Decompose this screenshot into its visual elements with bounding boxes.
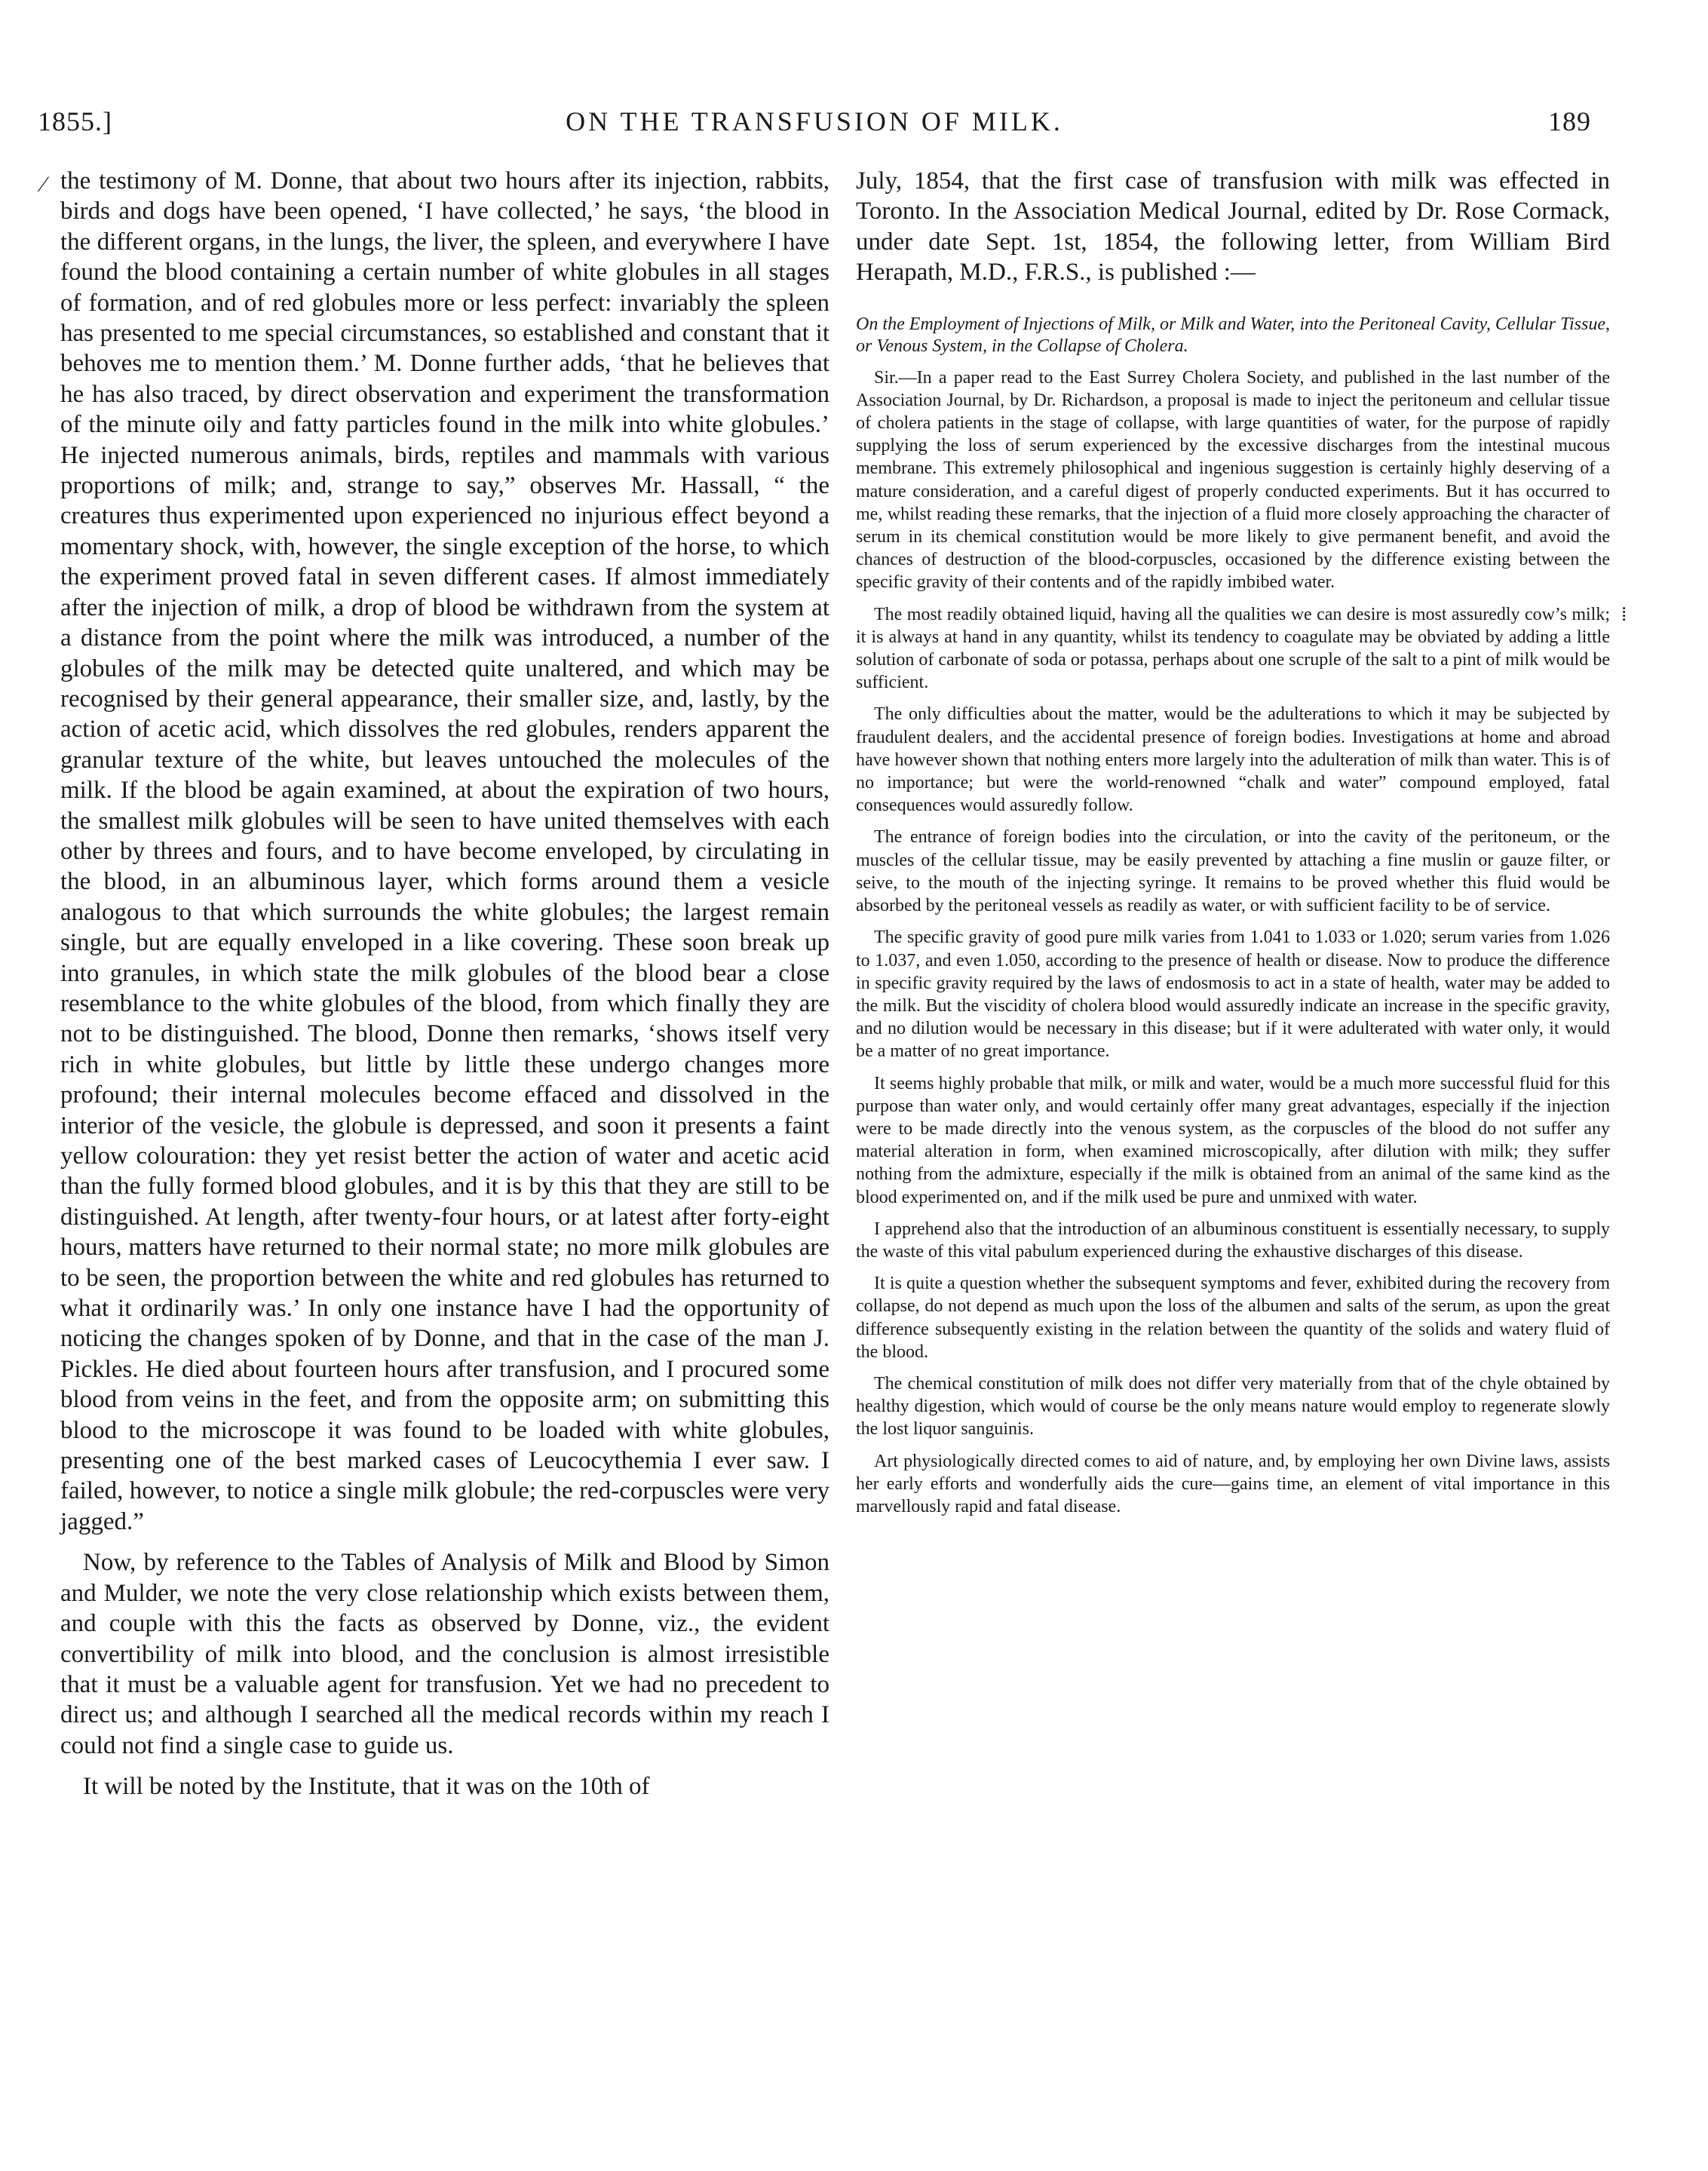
letter-paragraph-8: It is quite a question whether the subsequent symptoms and fever, exhibited during the recovery from collapse, do not depend as much upon the loss of the albumen and salts of the serum, as upon the great difference subsequently existing in the relation between the quantity of the solids and watery fluid of the blood. [856, 1274, 1610, 1362]
letter-title: On the Employment of Injections of Milk, or Milk and Water, into the Peritoneal Cavity, Cellular Tissue, or Venous System, in the Collapse of Cholera. [856, 314, 1610, 356]
page-number: 189 [1548, 106, 1591, 136]
running-header [38, 106, 1591, 151]
letter-paragraph-10: Art physiologically directed comes to aid of nature, and, by employing her own Divine laws, assists her early efforts and wonderfully aids the cure—gains time, an element of vital importance in this marvellously rapid and fatal disease. [856, 1451, 1610, 1516]
left-paragraph-2: Now, by reference to the Tables of Analysis of Milk and Blood by Simon and Mulder, we note the very close relationship which exists between them, and couple with this the facts as observed by Donne, viz., the evident convertibility of milk into blood, and the conclusion is almost irresistible that it must be a valuable agent for transfusion. Yet we had no precedent to direct us; and although I searched all the medical records within my reach I could not find a single case to guide us. [60, 1549, 829, 1759]
letter-paragraph-1: Sir.—In a paper read to the East Surrey Cholera Society, and published in the last number of the Association Journal, by Dr. Richardson, a proposal is made to inject the peritoneum and cellular tissue of cholera patients in the stage of collapse, with large quantities of water, for the purpose of rapidly supplying the loss of serum experienced by the excessive discharges from the intestinal mucous membrane. This extremely philosophical and ingenious suggestion is certainly highly deserving of a mature consideration, and a careful digest of properly conducted experiments. But it has occurred to me, whilst reading these remarks, that the injection of a fluid more closely approaching the character of serum in its chemical constitution would be more likely to give permanent benefit, and avoid the chances of destruction of the blood-corpuscles, occasioned by the difference existing between the specific gravity of their contents and of the rapidly imbibed water. [856, 367, 1610, 593]
margin-mark-right: ⁞ [1621, 603, 1627, 625]
header-year: 1855.] [38, 106, 112, 136]
letter-paragraph-2: The most readily obtained liquid, having all the qualities we can desire is most assuredly cow’s milk; it is always at hand in any quantity, whilst its tendency to coagulate may be obviated by adding a little solution of carbonate of soda or potassa, perhaps about one scruple of the salt to a pint of milk would be sufficient. [856, 604, 1610, 693]
letter-paragraph-9: The chemical constitution of milk does not differ very materially from that of the chyle obtained by healthy digestion, which would of course be the only means nature would employ to regenerate slowly the lost liquor sanguinis. [856, 1373, 1610, 1440]
letter-paragraph-6: It seems highly probable that milk, or milk and water, would be a much more successful fluid for this purpose than water only, and would certainly offer many great advantages, especially if the injection were to be made directly into the venous system, as the corpuscles of the blood do not suffer any material alteration in form, when examined microscopically, after dilution with milk; they suffer nothing from the admixture, especially if the milk is obtained from an animal of the same kind as the blood experimented on, and if the milk used be pure and unmixed with water. [856, 1073, 1610, 1207]
right-column [856, 166, 1610, 1518]
letter-paragraph-5: The specific gravity of good pure milk varies from 1.041 to 1.033 or 1.020; serum varies from 1.026 to 1.037, and even 1.050, according to the presence of health or disease. Now to produce the difference in specific gravity required by the laws of endosmosis to act in a state of health, water may be added to the milk. But the viscidity of cholera blood would assuredly indicate an increase in the specific gravity, and no dilution would be necessary in this disease; but if it were adulterated with water only, it would be a matter of no great importance. [856, 928, 1610, 1062]
letter-paragraph-3: The only difficulties about the matter, would be the adulterations to which it may be subjected by fraudulent dealers, and the accidental presence of foreign bodies. Investigations at home and abroad have however shown that nothing enters more largely into the adulteration of milk than water. This is of no importance; but were the world-renowned “chalk and water” compound employed, fatal consequences would assuredly follow. [856, 704, 1610, 816]
right-lead-paragraph: July, 1854, that the first case of transfusion with milk was effected in Toronto. In the Association Medical Journal, edited by Dr. Rose Cormack, under date Sept. 1st, 1854, the following letter, from William Bird Herapath, M.D., F.R.S., is published :— [856, 167, 1610, 287]
letter-paragraph-7: I apprehend also that the introduction of an albuminous constituent is essentially necessary, to supply the waste of this vital pabulum experienced during the exhaustive discharges of this disease. [856, 1219, 1610, 1262]
left-paragraph-3: It will be noted by the Institute, that it was on the 10th of [83, 1773, 650, 1801]
margin-mark: ⁄ [41, 172, 46, 197]
left-paragraph-1: the testimony of M. Donne, that about two hours after its injection, rabbits, birds and dogs have been opened, ‘I have collected,’ he says, ‘the blood in the different organs, in the lungs, the liver, the spleen, and everywhere I have found the blood containing a certain number of white globules in all stages of formation, and of red globules more or less perfect: invariably the spleen has presented to me special circumstances, so established and constant that it behoves me to mention them.’ M. Donne further adds, ‘that he believes that he has also traced, by direct observation and experiment the transformation of the minute oily and fatty particles found in the milk into white globules.’ He injected numerous animals, birds, reptiles and mammals with various proportions of milk; and, strange to say,” observes Mr. Hassall, “ the creatures thus experimented upon experienced no injurious effect beyond a momentary shock, with, however, the single exception of the horse, to which the experiment proved fatal in seven different cases. If almost immediately after the injection of milk, a drop of blood be withdrawn from the system at a distance from the point where the milk was introduced, a number of the globules of the milk may be detected quite unaltered, and which may be recognised by their general appearance, their smaller size, and, lastly, by the action of acetic acid, which dissolves the red globules, renders apparent the granular texture of the white, but leaves untouched the molecules of the milk. If the blood be again examined, at about the expiration of two hours, the smallest milk globules will be seen to have united themselves with each other by threes and fours, and to have become enveloped, by circulating in the blood, in an albuminous layer, which forms around them a vesicle analogous to that which surrounds the white globules; the largest remain single, but are equally enveloped in a like covering. These soon break up into granules, in which state the milk globules of the blood bear a close resemblance to the white globules of the blood, from which finally they are not to be distinguished. The blood, Donne then remarks, ‘shows itself very rich in white globules, but little by little these undergo changes more profound; their internal molecules become effaced and dissolved in the interior of the vesicle, the globule is depressed, and soon it presents a faint yellow colouration: they yet resist better the action of water and acetic acid than the fully formed blood globules, and it is by this that they are still to be distinguished. At length, after twenty-four hours, or at latest after forty-eight hours, matters have returned to their normal state; no more milk globules are to be seen, the proportion between the white and red globules has returned to what it ordinarily was.’ In only one instance have I had the opportunity of noticing the changes spoken of by Donne, and that in the case of the man J. Pickles. He died about fourteen hours after transfusion, and I procured some blood from veins in the feet, and from the opposite arm; on submitting this blood to the microscope it was found to be loaded with white globules, presenting one of the best marked cases of Leucocythemia I ever saw. I failed, however, to notice a single milk globule; the red-corpuscles were very jagged.” [60, 167, 829, 1535]
letter-paragraph-4: The entrance of foreign bodies into the circulation, or into the cavity of the peritoneum, or the muscles of the cellular tissue, may be easily prevented by attaching a fine muslin or gauze filter, or seive, to the mouth of the injecting syringe. It remains to be proved whether this fluid would be absorbed by the peritoneal vessels as readily as water, or with sufficient facility to be of service. [856, 827, 1610, 916]
header-title: ON THE TRANSFUSION OF MILK. [566, 106, 1063, 136]
left-column [60, 166, 829, 1802]
